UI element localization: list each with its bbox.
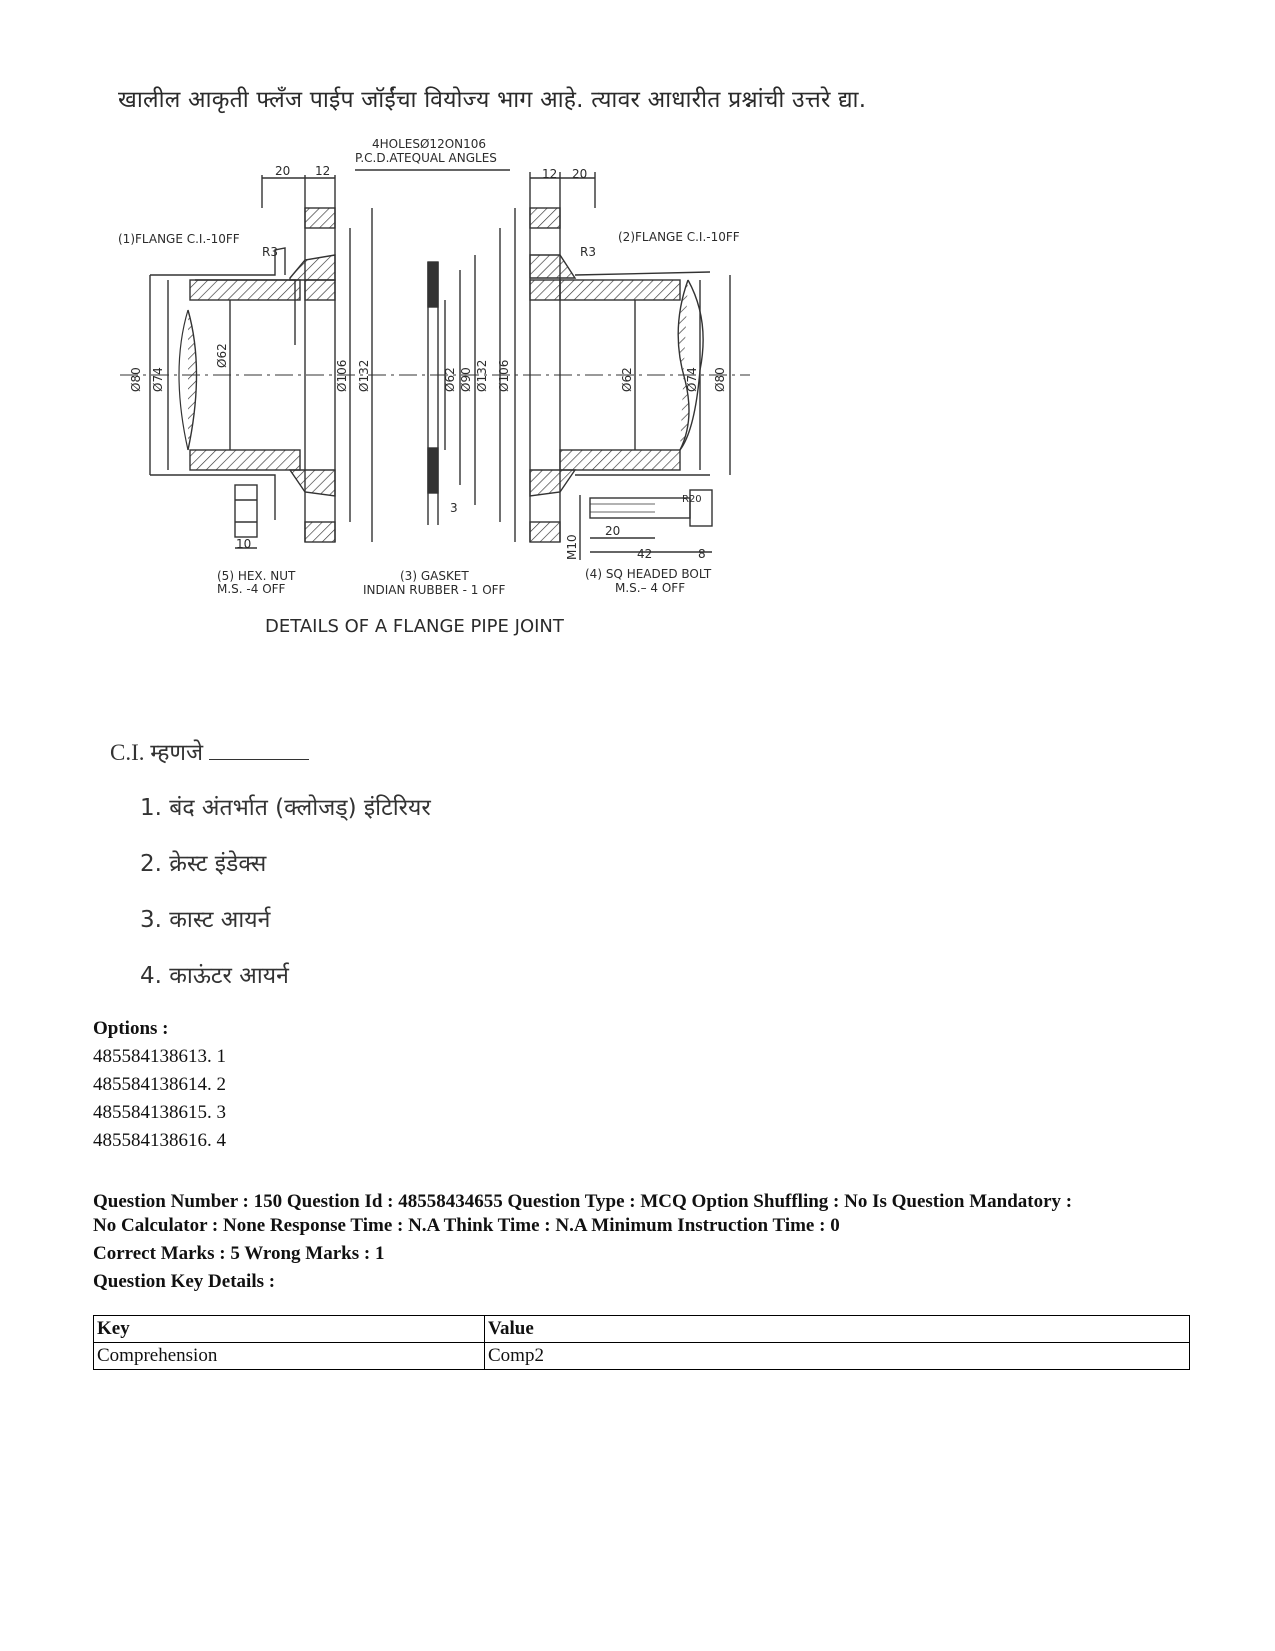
dim-d74-right: Ø74 xyxy=(685,367,699,392)
r3-right: R3 xyxy=(580,245,596,259)
hex-nut-label: (5) HEX. NUT xyxy=(217,569,296,583)
answer-blank xyxy=(209,741,309,760)
bolt-qty: M.S.– 4 OFF xyxy=(615,581,686,595)
options-title: Options : xyxy=(93,1018,169,1039)
bolt-label: (4) SQ HEADED BOLT xyxy=(585,567,712,581)
dim-d132-gasket: Ø132 xyxy=(475,359,489,392)
figure-title: DETAILS OF A FLANGE PIPE JOINT xyxy=(265,616,564,637)
question-text xyxy=(110,735,309,767)
dim-d106-left: Ø106 xyxy=(335,359,349,392)
option-1: 485584138613. 1 xyxy=(93,1046,226,1067)
dim-8: 8 xyxy=(698,547,706,561)
question-meta-line-2: No Calculator : None Response Time : N.A Think Time : N.A Minimum Instruction Time : 0 xyxy=(93,1215,840,1236)
gasket-material: INDIAN RUBBER - 1 OFF xyxy=(363,583,506,597)
table-header-value: Value xyxy=(485,1316,1190,1343)
holes-note-1: 4HOLESØ12ON106 xyxy=(372,137,487,151)
hex-nut-qty: M.S. -4 OFF xyxy=(217,582,286,596)
table-header-key: Key xyxy=(94,1316,485,1343)
key-details-title: Question Key Details : xyxy=(93,1271,276,1292)
dim-d80-left: Ø80 xyxy=(129,367,143,392)
dim-d132-left: Ø132 xyxy=(357,359,371,392)
dim-20-bolt: 20 xyxy=(605,524,621,538)
dim-12-right: 12 xyxy=(542,167,558,181)
choice-3: 3. कास्ट आयर्न xyxy=(140,907,271,933)
dim-d106-right: Ø106 xyxy=(497,359,511,392)
dim-10: 10 xyxy=(236,537,252,551)
question-key-table xyxy=(93,1315,1190,1370)
choice-1: 1. बंद अंतर्भात (क्लोजड्) इंटिरियर xyxy=(140,795,431,821)
table-row xyxy=(94,1343,1190,1370)
dim-20-right: 20 xyxy=(572,167,588,181)
dim-12-left: 12 xyxy=(315,164,331,178)
dim-d62-gasket: Ø62 xyxy=(443,367,457,392)
option-2: 485584138614. 2 xyxy=(93,1074,226,1095)
dim-3: 3 xyxy=(450,501,458,515)
choice-4: 4. काऊंटर आयर्न xyxy=(140,963,289,989)
table-header-row xyxy=(94,1316,1190,1343)
dim-d62-right: Ø62 xyxy=(620,367,634,392)
option-3: 485584138615. 3 xyxy=(93,1102,226,1123)
r20-label: R20 xyxy=(682,494,702,505)
dim-d90-gasket: Ø90 xyxy=(459,367,473,392)
question-meta-line-1: Question Number : 150 Question Id : 48558434655 Question Type : MCQ Option Shuffling : No Is Question Mandatory : xyxy=(93,1191,1073,1212)
m10-label: M10 xyxy=(565,534,579,560)
flange-2-label: (2)FLANGE C.I.-10FF xyxy=(618,230,740,244)
question-label: C.I. म्हणजे xyxy=(110,740,204,765)
dim-42: 42 xyxy=(637,547,653,561)
dim-d74-left: Ø74 xyxy=(151,367,165,392)
marks-line: Correct Marks : 5 Wrong Marks : 1 xyxy=(93,1243,385,1264)
holes-note-2: P.C.D.ATEQUAL ANGLES xyxy=(355,151,497,165)
flange-pipe-joint-figure xyxy=(110,130,790,650)
dim-d80-right: Ø80 xyxy=(713,367,727,392)
table-cell-key: Comprehension xyxy=(94,1343,485,1370)
flange-1-label: (1)FLANGE C.I.-10FF xyxy=(118,232,240,246)
option-4: 485584138616. 4 xyxy=(93,1130,226,1151)
instruction-heading: खालील आकृती फ्लँज पाईप जॉईंचा वियोज्य भाग आहे. त्यावर आधारीत प्रश्नांची उत्तरे द्या. xyxy=(118,87,867,113)
gasket-label: (3) GASKET xyxy=(400,569,469,583)
dim-20-left: 20 xyxy=(275,164,291,178)
dim-d62-left: Ø62 xyxy=(215,343,229,368)
table-cell-value: Comp2 xyxy=(485,1343,1190,1370)
r3-left: R3 xyxy=(262,245,278,259)
choice-2: 2. क्रेस्ट इंडेक्स xyxy=(140,851,267,877)
